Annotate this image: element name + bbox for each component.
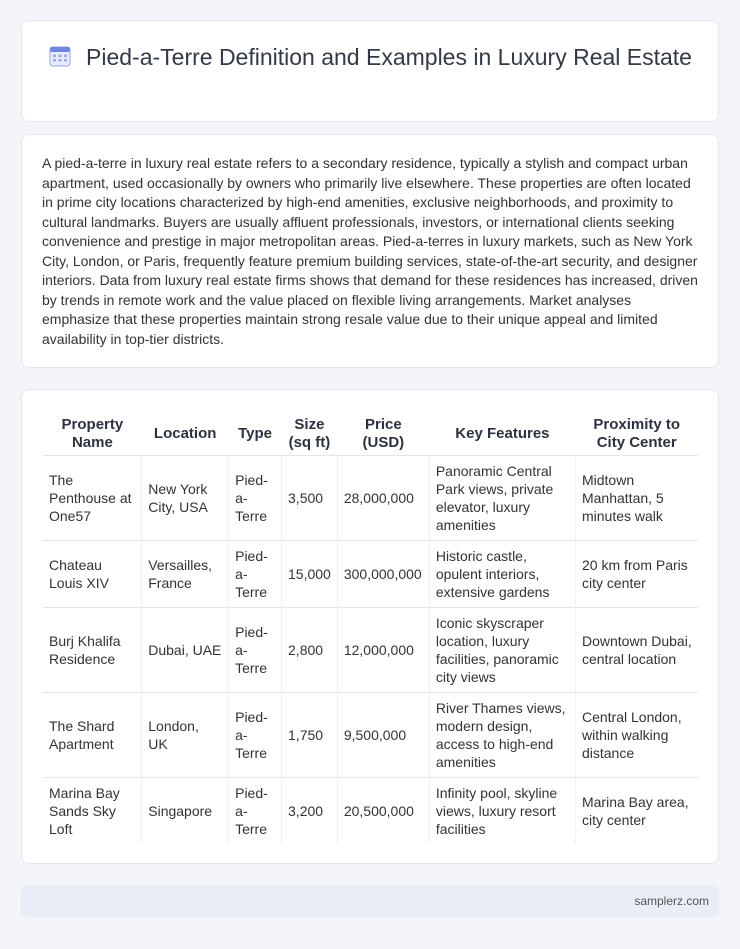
table-row [43,607,698,692]
page-header [22,43,718,72]
cell-price: 20,500,000 [337,777,429,844]
description-card [21,134,719,368]
properties-table [43,411,698,844]
header-key-features: Key Features [455,424,550,442]
table-card [21,389,719,864]
calendar-icon [48,44,72,68]
footer [21,885,719,917]
cell-property-name: Marina Bay Sands Sky Loft [43,777,142,844]
cell-key-features: Historic castle, opulent interiors, extensive gardens [429,540,575,607]
cell-key-features: Infinity pool, skyline views, luxury resort facilities [429,777,575,844]
cell-price: 300,000,000 [337,540,429,607]
header-size: Size (sq ft) [288,415,331,451]
cell-location: Dubai, UAE [142,607,229,692]
header-location: Location [153,424,217,442]
cell-type: Pied-a-Terre [229,692,282,777]
cell-size: 3,500 [282,455,338,540]
cell-property-name: The Shard Apartment [43,692,142,777]
cell-price: 9,500,000 [337,692,429,777]
table-row [43,455,698,540]
cell-size: 3,200 [282,777,338,844]
cell-price: 12,000,000 [337,607,429,692]
footer-site-link[interactable]: samplerz.com [634,894,709,908]
table-row [43,692,698,777]
cell-property-name: Chateau Louis XIV [43,540,142,607]
header-price: Price (USD) [362,415,405,451]
cell-key-features: Panoramic Central Park views, private elevator, luxury amenities [429,455,575,540]
cell-size: 1,750 [282,692,338,777]
page-title-text: Pied-a-Terre Definition and Examples in Luxury Real Estate [86,44,692,70]
cell-size: 2,800 [282,607,338,692]
cell-proximity: Central London, within walking distance [575,692,698,777]
cell-location: London, UK [142,692,229,777]
table-row [43,777,698,844]
header-proximity: Proximity to City Center [593,415,681,451]
cell-type: Pied-a-Terre [229,540,282,607]
table-row [43,540,698,607]
table-header-row [43,411,698,455]
cell-type: Pied-a-Terre [229,455,282,540]
title-card [21,20,719,122]
cell-key-features: Iconic skyscraper location, luxury facilities, panoramic city views [429,607,575,692]
cell-size: 15,000 [282,540,338,607]
cell-key-features: River Thames views, modern design, access to high-end amenities [429,692,575,777]
cell-proximity: Downtown Dubai, central location [575,607,698,692]
cell-property-name: The Penthouse at One57 [43,455,142,540]
cell-type: Pied-a-Terre [229,607,282,692]
cell-location: Singapore [142,777,229,844]
header-property-name: Property Name [61,415,124,451]
cell-location: Versailles, France [142,540,229,607]
header-type: Type [238,424,273,442]
page-title [48,44,692,70]
cell-proximity: 20 km from Paris city center [575,540,698,607]
description-text: A pied-a-terre in luxury real estate refers to a secondary residence, typically a stylish and compact urban apartment, used occasionally by owners who primarily live elsewhere. These properties are often located in prime city locations characterized by high-end amenities, exclusive neighborhoods, and proximity to cultural landmarks. Buyers are usually affluent professionals, investors, or international clients seeking convenience and prestige in major metropolitan areas. Pied-a-terres in luxury markets, such as New York City, London, or Paris, frequently feature premium building services, state-of-the-art security, and designer interiors. Data from luxury real estate firms shows that demand for these residences has increased, driven by trends in remote work and the value placed on flexible living arrangements. Market analyses emphasize that these properties maintain strong resale value due to their unique appeal and limited availability in top-tier districts. [42,155,698,347]
cell-proximity: Midtown Manhattan, 5 minutes walk [575,455,698,540]
cell-proximity: Marina Bay area, city center [575,777,698,844]
cell-type: Pied-a-Terre [229,777,282,844]
cell-price: 28,000,000 [337,455,429,540]
cell-location: New York City, USA [142,455,229,540]
cell-property-name: Burj Khalifa Residence [43,607,142,692]
